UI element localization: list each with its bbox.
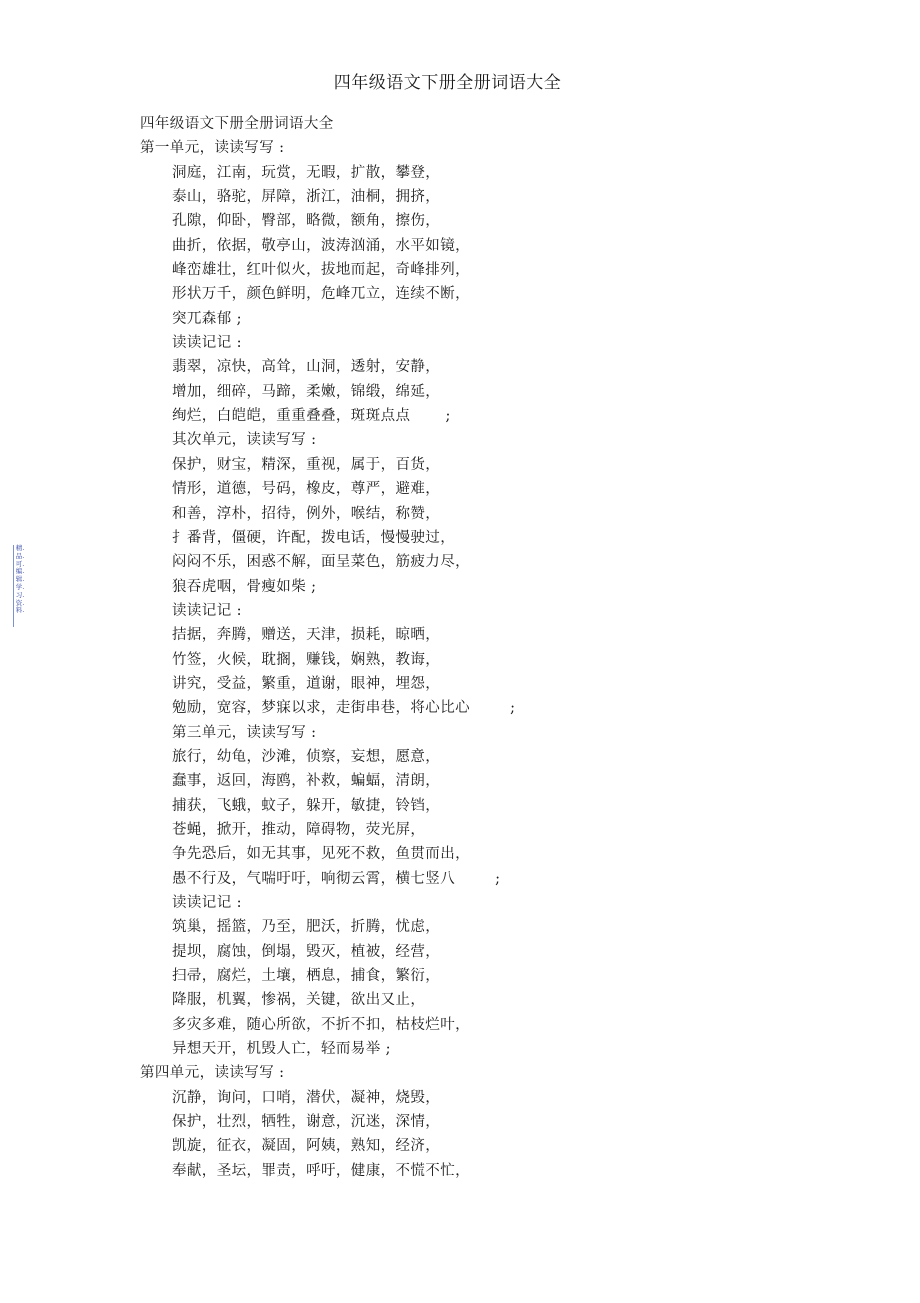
text-line: 形状万千，颜色鲜明，危峰兀立，连续不断， bbox=[172, 286, 470, 303]
text-line: 竹签，火候，耽搁，赚钱，娴熟，教诲， bbox=[172, 651, 441, 668]
text-line: 异想天开，机毁人亡，轻而易举 ; bbox=[172, 1041, 391, 1058]
text-line: 四年级语文下册全册词语大全 bbox=[140, 116, 334, 132]
text-line: 扌番背，僵硬，许配，拨电话，慢慢驶过， bbox=[172, 529, 456, 546]
text-line: 读读记记 : bbox=[172, 895, 242, 911]
text-line: 峰峦雄壮，红叶似火，拔地而起，奇峰排列， bbox=[172, 262, 470, 279]
text-line: 闷闷不乐，困惑不解，面呈菜色，筋疲力尽， bbox=[172, 554, 470, 571]
text-line: 勉励，宽容，梦寐以求，走街串巷，将心比心 ; bbox=[172, 700, 516, 717]
text-line: 保护，壮烈，牺牲，谢意，沉迷，深情， bbox=[172, 1114, 441, 1131]
text-line: 情形，道德，号码，橡皮，尊严，避难， bbox=[172, 481, 441, 498]
text-line: 扫帚，腐烂，土壤，栖息，捕食，繁衍， bbox=[172, 968, 441, 985]
text-line: 讲究，受益，繁重，道谢，眼神，埋怨， bbox=[172, 675, 441, 692]
text-line: 蠢事，返回，海鸥，补救，蝙蝠，清朗， bbox=[172, 773, 441, 790]
side-watermark: 精.品.可.编.辑.学.习.资.料. bbox=[15, 544, 25, 615]
text-line: 奉献，圣坛，罪责，呼吁，健康，不慌不忙， bbox=[172, 1162, 470, 1179]
text-line: 读读记记 : bbox=[172, 335, 242, 352]
text-line: 翡翠，凉快，高耸，山洞，透射，安静， bbox=[172, 359, 441, 376]
text-line: 狼吞虎咽，骨瘦如柴 ; bbox=[172, 578, 317, 595]
text-line: 绚烂，白皑皑，重重叠叠，斑斑点点 ; bbox=[172, 408, 451, 425]
text-line: 保护，财宝，精深，重视，属于，百货， bbox=[172, 456, 441, 473]
text-line: 愚不行及，气喘吁吁，响彻云霄，横七竖八 ; bbox=[172, 870, 501, 887]
text-line: 降服，机翼，惨祸，关键，欲出又止， bbox=[172, 992, 426, 1009]
text-line: 孔隙，仰卧，臀部，略微，额角，擦伤， bbox=[172, 213, 441, 230]
text-line: 凯旋，征衣，凝固，阿姨，熟知，经济， bbox=[172, 1138, 441, 1155]
text-line: 提坝，腐蚀，倒塌，毁灭，植被，经营， bbox=[172, 943, 441, 960]
text-line: 苍蝇，掀开，推动，障碍物，荧光屏， bbox=[172, 821, 426, 838]
text-line: 第三单元，读读写写 : bbox=[172, 724, 317, 741]
text-line: 增加，细碎，马蹄，柔嫩，锦缎，绵延， bbox=[172, 383, 441, 400]
text-line: 曲折，依据，敬亭山，波涛汹涌，水平如镜， bbox=[172, 237, 470, 254]
text-line: 突兀森郁 ; bbox=[172, 310, 242, 327]
text-line: 第一单元，读读写写 : bbox=[140, 140, 285, 157]
text-line: 泰山，骆驼，屏障，浙江，油桐，拥挤， bbox=[172, 189, 441, 206]
text-line: 和善，淳朴，招待，例外，喉结，称赞， bbox=[172, 505, 441, 522]
text-line: 筑巢，摇篮，乃至，肥沃，折腾，忧虑， bbox=[172, 919, 441, 936]
text-line: 争先恐后，如无其事，见死不救，鱼贯而出， bbox=[172, 846, 470, 863]
margin-rule bbox=[13, 545, 14, 627]
text-line: 多灾多难，随心所欲，不折不扣，枯枝烂叶， bbox=[172, 1016, 470, 1033]
text-line: 拮据，奔腾，赠送，天津，损耗，晾晒， bbox=[172, 627, 441, 644]
text-line: 沉静，询问，口哨，潜伏，凝神，烧毁， bbox=[172, 1089, 441, 1106]
document-body bbox=[140, 112, 840, 1183]
text-line: 第四单元，读读写写 : bbox=[140, 1065, 285, 1082]
text-line: 读读记记 : bbox=[172, 602, 242, 619]
text-line: 其次单元，读读写写 : bbox=[172, 432, 317, 449]
text-line: 旅行，幼龟，沙滩，侦察，妄想，愿意， bbox=[172, 748, 441, 765]
text-line: 洞庭，江南，玩赏，无暇，扩散，攀登， bbox=[172, 164, 441, 181]
page-title: 四年级语文下册全册词语大全 bbox=[333, 73, 562, 93]
text-line: 捕获，飞蛾，蚊子，躲开，敏捷，铃铛， bbox=[172, 797, 441, 814]
